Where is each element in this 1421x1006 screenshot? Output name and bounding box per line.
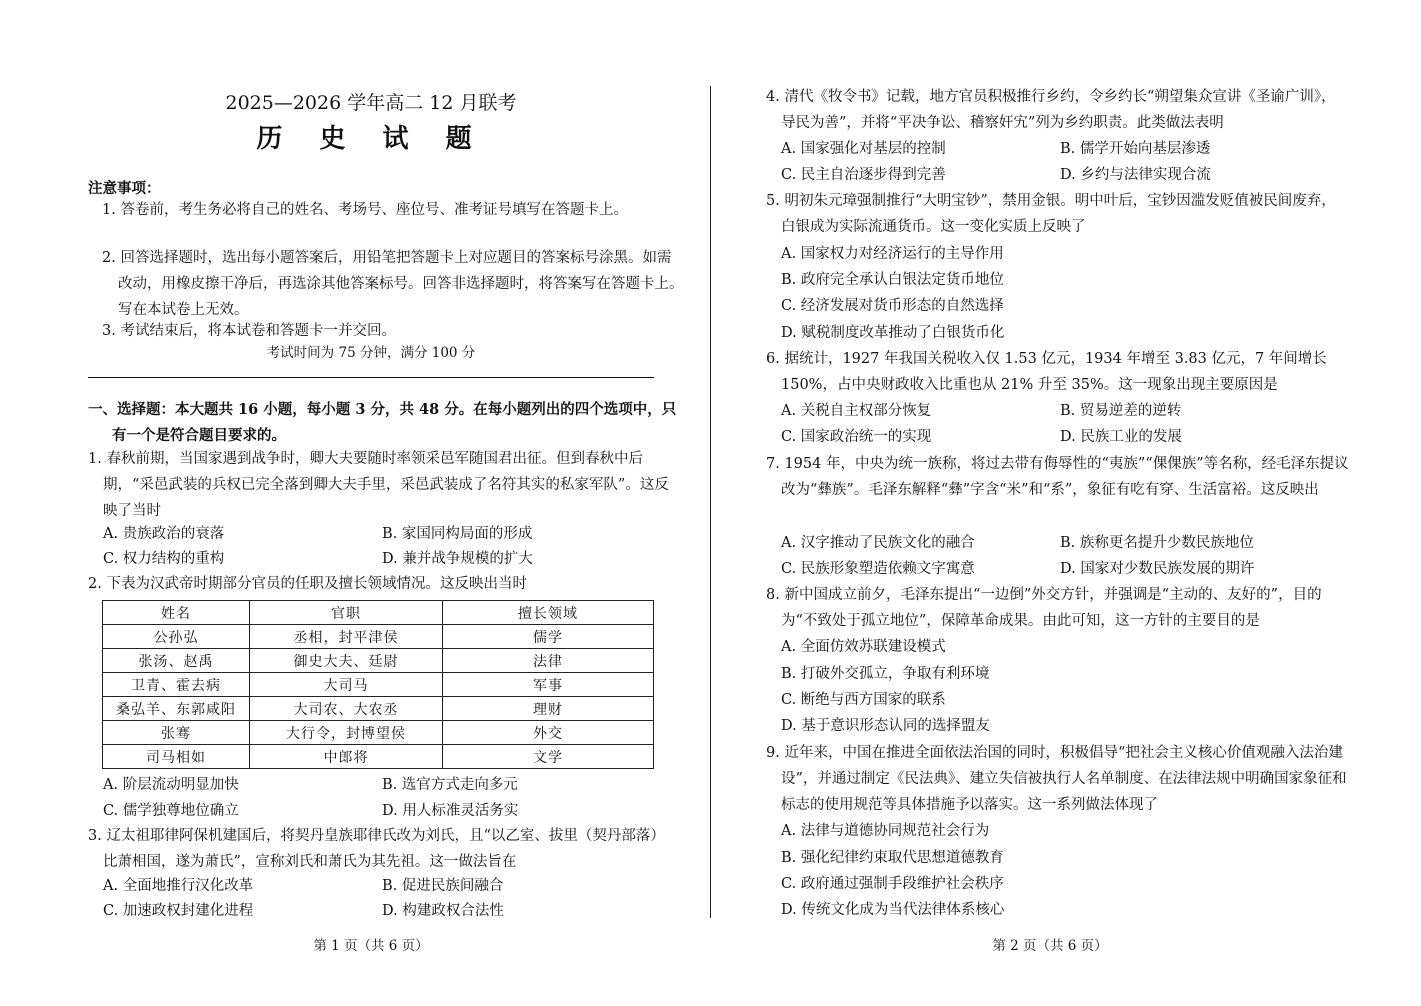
note-item: 1. 答卷前，考生务必将自己的姓名、考场号、座位号、准考证号填写在答题卡上。: [102, 202, 628, 218]
notes-title: 注意事项：: [88, 180, 161, 197]
table-cell: 司马相如: [103, 745, 250, 769]
option-c[interactable]: C. 加速政权封建化进程: [103, 903, 254, 919]
option-a[interactable]: A. 全面地推行汉化改革: [103, 878, 254, 894]
option-b[interactable]: B. 选官方式走向多元: [382, 777, 518, 793]
table-cell: 军事: [443, 673, 654, 697]
table-header: 姓名: [103, 601, 250, 625]
option-d[interactable]: D. 国家对少数民族发展的期许: [1060, 561, 1255, 577]
option-d[interactable]: D. 构建政权合法性: [382, 903, 504, 919]
table-row: [103, 673, 654, 697]
note-item: 3. 考试结束后，将本试卷和答题卡一并交回。: [102, 323, 396, 339]
option-b[interactable]: B. 儒学开始向基层渗透: [1060, 141, 1211, 157]
option-c[interactable]: C. 权力结构的重构: [103, 551, 225, 567]
page-footer: 第 1 页（共 6 页）: [313, 938, 429, 954]
table-cell: 大司马: [250, 673, 443, 697]
exam-time-info: 考试时间为 75 分钟，满分 100 分: [266, 345, 476, 361]
left-page: [88, 0, 684, 1006]
option-a[interactable]: A. 关税自主权部分恢复: [781, 403, 932, 419]
option-a[interactable]: A. 法律与道德协同规范社会行为: [781, 823, 990, 839]
section-heading: 一、选择题：本大题共 16 小题，每小题 3 分，共 48 分。在每小题列出的四个选项中，只有一个是符合题目要求的。: [88, 401, 677, 444]
option-b[interactable]: B. 打破外交孤立，争取有利环境: [781, 666, 990, 682]
question-stem: 2. 下表为汉武帝时期部分官员的任职及擅长领域情况。这反映出当时: [88, 576, 527, 592]
option-a[interactable]: A. 贵族政治的衰落: [103, 526, 225, 542]
option-c[interactable]: C. 儒学独尊地位确立: [103, 803, 239, 819]
table-cell: 外交: [443, 721, 654, 745]
option-b[interactable]: B. 贸易逆差的逆转: [1060, 403, 1182, 419]
table-header-row: [103, 601, 654, 625]
question-stem: 5. 明初朱元璋强制推行“大明宝钞”，禁用金银。明中叶后，宝钞因滥发贬值被民间废弃，白银成为实际流通货币。这一变化实质上反映了: [766, 193, 1336, 235]
option-d[interactable]: D. 乡约与法律实现合流: [1060, 167, 1211, 183]
officials-table: [102, 600, 654, 769]
option-c[interactable]: C. 政府通过强制手段维护社会秩序: [781, 876, 1004, 892]
page-divider: [710, 86, 711, 918]
table-cell: 公孙弘: [103, 625, 250, 649]
table-row: [103, 721, 654, 745]
option-b[interactable]: B. 家国同构局面的形成: [382, 526, 533, 542]
table-cell: 丞相，封平津侯: [250, 625, 443, 649]
table-header: 擅长领域: [443, 601, 654, 625]
option-b[interactable]: B. 族称更名提升少数民族地位: [1060, 535, 1254, 551]
option-b[interactable]: B. 强化纪律约束取代思想道德教育: [781, 850, 1004, 866]
option-a[interactable]: A. 汉字推动了民族文化的融合: [781, 535, 975, 551]
table-cell: 大司农、大农丞: [250, 697, 443, 721]
option-c[interactable]: C. 经济发展对货币形态的自然选择: [781, 298, 1004, 314]
option-a[interactable]: A. 国家强化对基层的控制: [781, 141, 946, 157]
question-stem: 9. 近年来，中国在推进全面依法治国的同时，积极倡导“把社会主义核心价值观融入法治建设”，并通过制定《民法典》、建立失信被执行人名单制度、在法律法规中明确国家象征和标志的使用规范等具体措施予以落实。这一系列做法体现了: [766, 745, 1347, 813]
table-cell: 卫青、霍去病: [103, 673, 250, 697]
question-stem: 4. 清代《牧令书》记载，地方官员积极推行乡约，令乡约长“朔望集众宣讲《圣谕广训》，导民为善”，并将“平决争讼、稽察奸宄”列为乡约职责。此类做法表明: [766, 89, 1336, 131]
option-d[interactable]: D. 基于意识形态认同的选择盟友: [781, 718, 990, 734]
table-row: [103, 625, 654, 649]
table-row: [103, 697, 654, 721]
option-a[interactable]: A. 国家权力对经济运行的主导作用: [781, 246, 1004, 262]
right-page: [766, 0, 1349, 1006]
exam-title: 历 史 试 题: [256, 124, 486, 154]
question-stem: 3. 辽太祖耶律阿保机建国后，将契丹皇族耶律氏改为刘氏，且“以乙室、拔里（契丹部落）比萧相国，遂为萧氏”，宣称刘氏和萧氏为其先祖。这一做法旨在: [88, 828, 665, 870]
table-cell: 理财: [443, 697, 654, 721]
section-divider: [88, 377, 654, 378]
option-a[interactable]: A. 全面仿效苏联建设模式: [781, 639, 946, 655]
table-row: [103, 745, 654, 769]
option-d[interactable]: D. 兼并战争规模的扩大: [382, 551, 533, 567]
page-footer: 第 2 页（共 6 页）: [992, 938, 1108, 954]
option-c[interactable]: C. 民族形象塑造依赖文字寓意: [781, 561, 975, 577]
table-cell: 儒学: [443, 625, 654, 649]
table-cell: 桑弘羊、东郭咸阳: [103, 697, 250, 721]
option-a[interactable]: A. 阶层流动明显加快: [103, 777, 239, 793]
table-cell: 张骞: [103, 721, 250, 745]
question-stem: 1. 春秋前期，当国家遇到战争时，卿大夫要随时率领采邑军随国君出征。但到春秋中后期，“采邑武装的兵权已完全落到卿大夫手里，采邑武装成了名符其实的私家军队”。这反映了当时: [88, 451, 669, 519]
table-cell: 御史大夫、廷尉: [250, 649, 443, 673]
option-d[interactable]: D. 民族工业的发展: [1060, 429, 1182, 445]
question-stem: 8. 新中国成立前夕，毛泽东提出“一边倒”外交方针，并强调是“主动的、友好的”，目的为“不致处于孤立地位”，保障革命成果。由此可知，这一方针的主要目的是: [766, 587, 1322, 629]
exam-header: 2025—2026 学年高二 12 月联考: [225, 92, 517, 114]
option-d[interactable]: D. 赋税制度改革推动了白银货币化: [781, 325, 1005, 341]
question-stem: 6. 据统计，1927 年我国关税收入仅 1.53 亿元，1934 年增至 3.83 亿元，7 年间增长150%，占中央财政收入比重也从 21% 升至 35%。这一现象出现主要原因是: [766, 351, 1327, 393]
table-cell: 法律: [443, 649, 654, 673]
option-d[interactable]: D. 传统文化成为当代法律体系核心: [781, 902, 1005, 918]
table-header: 官职: [250, 601, 443, 625]
table-cell: 张汤、赵禹: [103, 649, 250, 673]
option-b[interactable]: B. 促进民族间融合: [382, 878, 504, 894]
option-d[interactable]: D. 用人标准灵活务实: [382, 803, 519, 819]
option-c[interactable]: C. 国家政治统一的实现: [781, 429, 932, 445]
option-c[interactable]: C. 断绝与西方国家的联系: [781, 692, 946, 708]
table-cell: 大行令，封博望侯: [250, 721, 443, 745]
table-row: [103, 649, 654, 673]
option-b[interactable]: B. 政府完全承认白银法定货币地位: [781, 272, 1004, 288]
question-stem: 7. 1954 年，中央为统一族称，将过去带有侮辱性的“夷族”“倮倮族”等名称，经毛泽东提议改为“彝族”。毛泽东解释“彝”字含“米”和“系”，象征有吃有穿、生活富裕。这反映出: [766, 456, 1349, 498]
note-item: 2. 回答选择题时，选出每小题答案后，用铅笔把答题卡上对应题目的答案标号涂黑。如需改动，用橡皮擦干净后，再选涂其他答案标号。回答非选择题时，将答案写在答题卡上。写在本试卷上无效。: [102, 250, 684, 318]
table-cell: 文学: [443, 745, 654, 769]
option-c[interactable]: C. 民主自治逐步得到完善: [781, 167, 946, 183]
table-cell: 中郎将: [250, 745, 443, 769]
